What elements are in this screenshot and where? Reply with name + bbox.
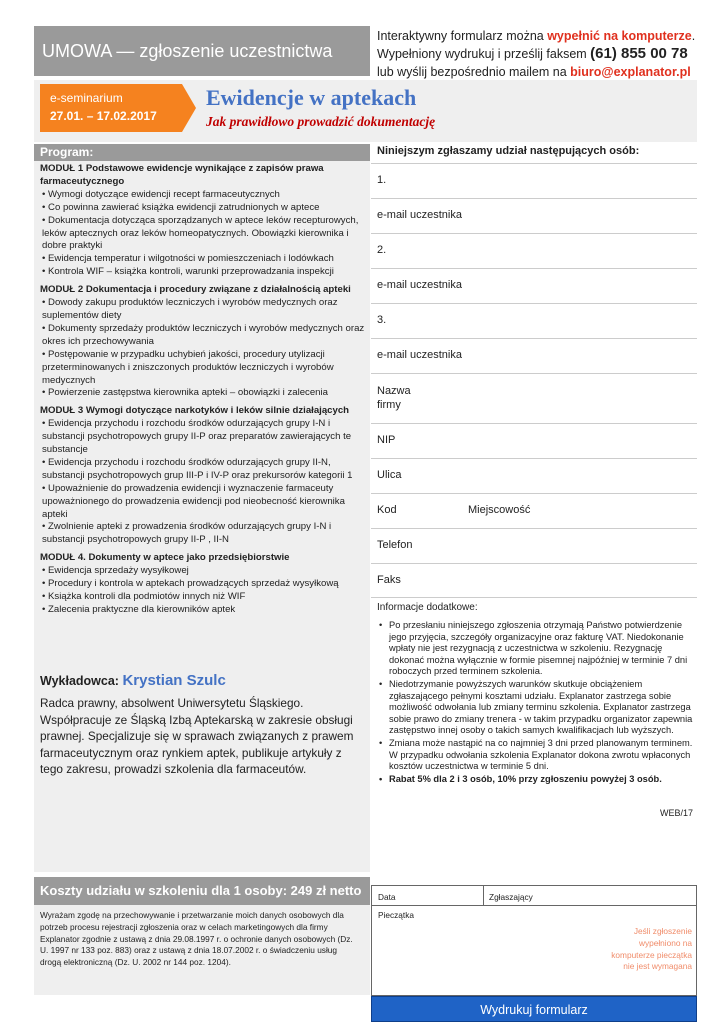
participant-3-label: 3. (377, 314, 387, 326)
module-item: • Co powinna zawierać książka ewidencji zatrudnionych w aptece (42, 201, 320, 213)
nip-label: NIP (377, 434, 396, 446)
module-item: • Ewidencja sprzedaży wysyłkowej (42, 565, 189, 577)
lecturer-bio: Radca prawny, absolwent Uniwersytetu Śląskiego. Współpracuje ze Śląską Izbą Aptekarską w zakresie obsługi prawnej. Specjalizuje się w sprawach związanych z prawem farmaceutycznym oraz rynkiem aptek, publikuje artykuły z tego zakresu, prowadzi szkolenia dla farmaceutów. (40, 696, 354, 776)
participant-1-email-label: e-mail uczestnika (377, 209, 462, 221)
participant-1-email-field[interactable] (371, 198, 697, 233)
additional-info-title: Informacje dodatkowe: (377, 602, 478, 613)
contact-line3: lub wyślij bezpośrednio mailem na (377, 65, 571, 79)
event-subtitle: Jak prawidłowo prowadzić dokumentację (206, 114, 436, 129)
info-item: • Po przesłaniu niniejszego zgłoszenia otrzymają Państwo potwierdzenie jego przyjęcia, szczegóły organizacyjne oraz fakturę VAT. Niedokonanie wpłaty nie jest rezygnacją z uczestnictwa w szkoleniu. Rezygnację dokonać można wyłącznie w formie pisemnej najpóźniej w terminie 7 dni roboczych przed terminem szkolenia. (377, 620, 695, 678)
city-label: Miejscowość (468, 504, 531, 516)
program-list (40, 163, 365, 617)
fax-label: Faks (377, 574, 401, 586)
module-heading: MODUŁ 4. Dokumenty w aptece jako przedsiębiorstwie (40, 552, 290, 564)
event-dates: 27.01. – 17.02.2017 (50, 109, 157, 123)
program-heading: Program: (34, 144, 370, 161)
company-name-label (377, 384, 411, 412)
module-item: • Dokumentacja dotycząca sporządzanych w aptece leków recepturowych, leków aptecznych oraz leków homeopatycznych. Obowiązki kierownika i dobre praktyki (42, 214, 359, 252)
module-item: • Książka kontroli dla podmiotów innych niż WIF (42, 591, 246, 602)
module-item: • Zalecenia praktyczne dla kierowników aptek (42, 603, 236, 615)
event-type: e-seminarium (50, 91, 123, 105)
contact-dot: . (691, 29, 696, 43)
module-item: • Ewidencja przychodu i rozchodu środków odurzających grupy II-N, substancji psychotropowych grup III-P i IV-P oraz prekursorów kategorii 1 (42, 456, 353, 481)
module-item: • Powierzenie zastępstwa kierownika apteki – obowiązki i zalecenia (42, 387, 328, 399)
signature-divider (371, 905, 697, 906)
nip-field[interactable] (371, 423, 697, 458)
info-item: • Zmiana może nastąpić na co najmniej 3 dni przed planowanym terminem. W przypadku odwołania szkolenia Explanator dokona zwrotu wpłaconych kosztów uczestnictwa w terminie 5 dni. (377, 738, 695, 773)
module-heading: MODUŁ 1 Podstawowe ewidencje wynikające z zapisów prawa farmaceutycznego (40, 163, 324, 187)
contact-line1: Interaktywny formularz można (377, 29, 548, 43)
module-item: • Zwolnienie apteki z prowadzenia środków odurzających grupy I-N i substancji psychotropowych grupy II-P , II-N (42, 521, 332, 546)
lecturer-label-text: Wykładowca: (40, 674, 123, 688)
participant-3-field[interactable] (371, 303, 697, 338)
participant-2-email-field[interactable] (371, 268, 697, 303)
info-item: • Niedotrzymanie powyższych warunków skutkuje obciążeniem zgłaszającego pełnymi kosztami udziału. Explanator zastrzega sobie możliwość odwołania lub zmiany terminu szkolenia. Explanator zastrzega sobie prawo do zmiany trenera - w takim przypadku organizator zapewnia zastępstwo innej osoby o takich samych kwalifikacjach lub wyższych. (377, 679, 695, 737)
fax-field[interactable] (371, 563, 697, 597)
contact-info (377, 27, 697, 81)
applicant-field[interactable]: Zgłaszający (489, 892, 533, 902)
module-item: • Kontrola WIF – książka kontroli, warunki przeprowadzania inspekcji (42, 266, 334, 278)
participant-2-label: 2. (377, 244, 387, 256)
street-field[interactable] (371, 458, 697, 493)
street-label: Ulica (377, 469, 402, 481)
module-item: • Ewidencja przychodu i rozchodu środków odurzających grupy I-N i substancji psychotropowych grupy II-P oraz preparatów zawierających te substancje (42, 418, 352, 456)
company-name-label-2: firmy (377, 399, 401, 411)
consent-text: Wyrażam zgodę na przechowywanie i przetwarzanie moich danych osobowych dla potrzeb procesu rejestracji zgłoszenia oraz w celach marketingowych dla firmy Explanator zgodnie z ustawą z dnia 29.08.1997 r. o ochronie danych osobowych (Dz. U. 1997 nr 133 poz. 883) oraz z ustawą z dnia 18.07.2002 r. o świadczeniu usług drogą elektroniczną (Dz. U. 2002 nr 144 poz. 1204). (40, 910, 353, 968)
module-heading: MODUŁ 3 Wymogi dotyczące narkotyków i leków silnie działających (40, 405, 350, 417)
fax-number: (61) 855 00 78 (590, 45, 688, 62)
form-code: WEB/17 (660, 808, 694, 818)
fill-on-computer-highlight: wypełnić na komputerze (547, 29, 692, 43)
company-name-label-1: Nazwa (377, 385, 411, 397)
stamp-note: Jeśli zgłoszenie wypełniono na komputerze pieczątka nie jest wymagana (611, 926, 692, 972)
event-title: Ewidencje w aptekach (206, 85, 417, 110)
date-field[interactable]: Data (378, 892, 396, 902)
module-item: • Dokumenty sprzedaży produktów leczniczych i wyrobów medycznych oraz okres ich przechowywania (42, 322, 365, 347)
contact-email-link[interactable]: biuro@explanator.pl (570, 65, 691, 79)
module-item: • Upoważnienie do prowadzenia ewidencji i wyznaczenie farmaceuty upoważnionego do prowadzenia ewidencji pod nieobecność kierownika apteki (42, 482, 345, 520)
info-item-discount: • Rabat 5% dla 2 i 3 osób, 10% przy zgłoszeniu powyżej 3 osób. (377, 774, 695, 786)
stamp-field[interactable]: Pieczątka (378, 910, 414, 920)
form-heading: Niniejszym zgłaszamy udział następujących osób: (377, 145, 640, 157)
participant-3-email-label: e-mail uczestnika (377, 349, 462, 361)
company-name-field[interactable] (371, 373, 697, 423)
lecturer-name: Krystian Szulc (122, 672, 226, 689)
phone-field[interactable] (371, 528, 697, 563)
participant-2-field[interactable] (371, 233, 697, 268)
form-title-bar: UMOWA — zgłoszenie uczestnictwa (34, 26, 370, 76)
signature-vertical-divider (483, 885, 484, 905)
participant-2-email-label: e-mail uczestnika (377, 279, 462, 291)
module-item: • Wymogi dotyczące ewidencji recept farmaceutycznych (42, 188, 280, 200)
contact-line2: Wypełniony wydrukuj i prześlij faksem (377, 47, 591, 61)
postcode-label: Kod (377, 504, 397, 516)
participant-1-field[interactable] (371, 163, 697, 198)
module-heading: MODUŁ 2 Dokumentacja i procedury związane z działalnością apteki (40, 284, 351, 296)
participant-3-email-field[interactable] (371, 338, 697, 373)
module-item: • Ewidencja temperatur i wilgotności w pomieszczeniach i lodówkach (42, 253, 334, 265)
participant-1-label: 1. (377, 174, 387, 186)
postcode-city-field[interactable] (371, 493, 697, 528)
module-item: • Postępowanie w przypadku uchybień jakości, procedury utylizacji przeterminowanych i zniszczonych produktów leczniczych i wyrobów medycznych (42, 348, 334, 386)
print-form-button[interactable]: Wydrukuj formularz (371, 996, 697, 1022)
phone-label: Telefon (377, 539, 413, 551)
lecturer-label (40, 672, 226, 689)
additional-info-list (377, 620, 695, 786)
cost-bar: Koszty udziału w szkoleniu dla 1 osoby: 249 zł netto (34, 877, 370, 905)
module-item: • Dowody zakupu produktów leczniczych i wyrobów medycznych oraz suplementów diety (42, 297, 338, 321)
module-item: • Procedury i kontrola w aptekach prowadzących sprzedaż wysyłkową (42, 578, 339, 590)
